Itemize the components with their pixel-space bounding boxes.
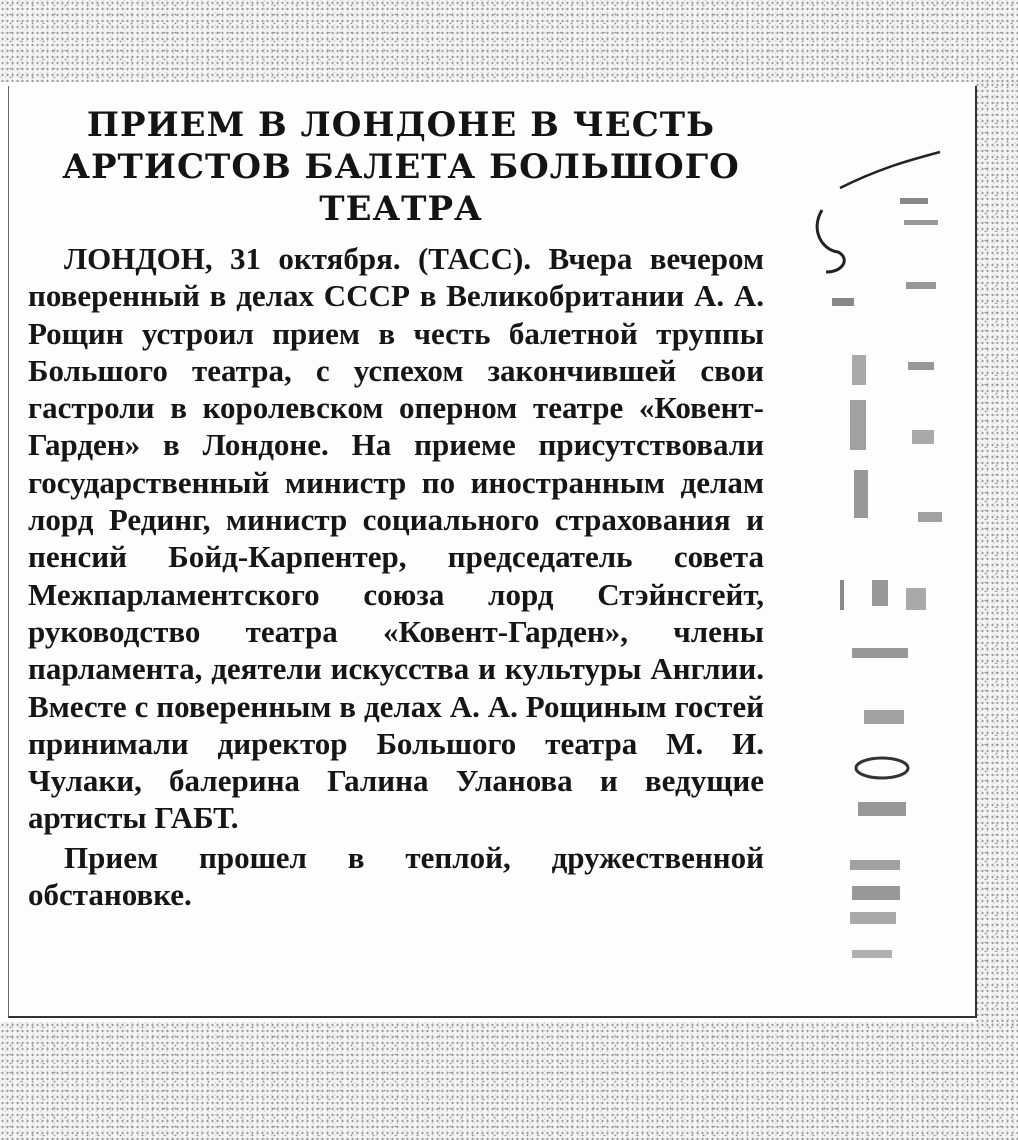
marginalia-scribbles [800, 140, 960, 980]
scan-noise-right [975, 82, 1018, 1022]
scan-noise-top [0, 0, 1018, 82]
scan-noise-bottom [0, 1022, 1018, 1140]
article-body [28, 240, 764, 913]
article-paragraph: Прием прошел в теплой, дружественной обстановке. [28, 839, 764, 913]
article-headline: ПРИЕМ В ЛОНДОНЕ В ЧЕСТЬ АРТИСТОВ БАЛЕТА БОЛЬШОГО ТЕАТРА [62, 105, 740, 229]
handwritten-marginalia [800, 140, 960, 980]
article-paragraph: ЛОНДОН, 31 октября. (ТАСС). Вчера вечером поверенный в делах СССР в Великобритании А. А. Рощин устроил прием в честь балетной труппы Большого театра, с успехом закончившей свои гастроли в королевском оперном театре «Ковент-Гарден» в Лондоне. На приеме присутствовали государственный министр по иностранным делам лорд Рединг, министр социального страхования и пенсий Бойд-Карпентер, председатель совета Межпарламентского союза лорд Стэйнсгейт, руководство театра «Ковент-Гарден», члены парламента, деятели искусства и культуры Англии. Вместе с поверенным в делах А. А. Рощиным гостей принимали директор Большого театра М. И. Чулаки, балерина Галина Уланова и ведущие артисты ГАБТ. [28, 241, 764, 836]
